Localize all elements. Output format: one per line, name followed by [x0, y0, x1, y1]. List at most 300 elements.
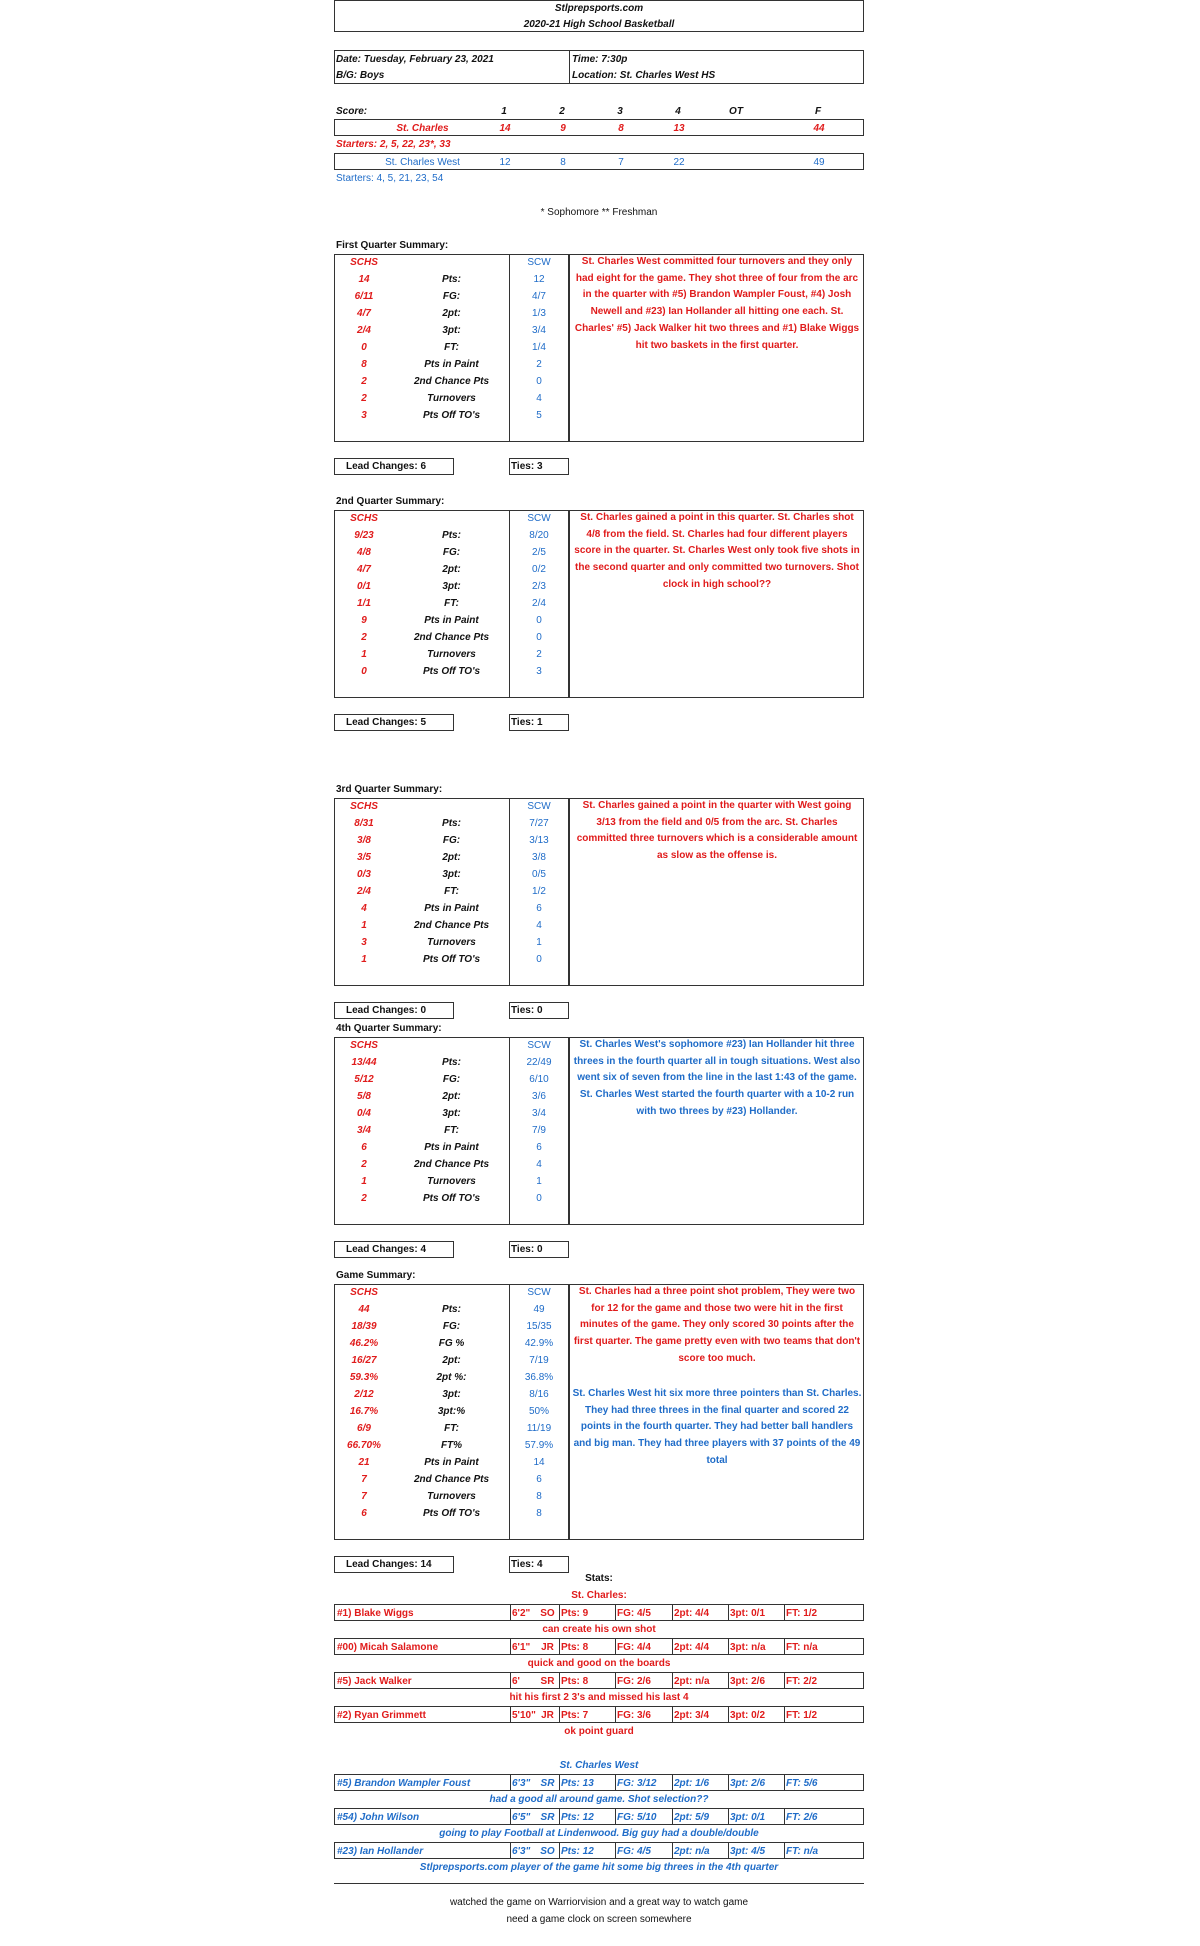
score-cell: 7	[618, 157, 624, 168]
quarter-3-stat-row	[334, 917, 864, 934]
schs-value: 2/12	[354, 1389, 374, 1400]
game-time: Time: 7:30p	[572, 54, 628, 65]
schs-value: 59.3%	[349, 1372, 379, 1383]
player-ht: 6'3"	[512, 1846, 531, 1857]
player-name: #5) Brandon Wampler Foust	[337, 1778, 471, 1789]
quarter-4-stat-row	[334, 1156, 864, 1173]
schs-value: 4/8	[357, 547, 371, 558]
score-cell: 49	[813, 157, 825, 168]
home-starters: Starters: 2, 5, 22, 23*, 33	[336, 139, 451, 150]
scw-value: 0	[536, 954, 542, 965]
scw-value: 7/9	[532, 1125, 546, 1136]
scw-value: 0/2	[532, 564, 546, 575]
cell-divider	[672, 1809, 673, 1824]
stat-label: FT:	[444, 598, 459, 609]
season-title: 2020-21 High School Basketball	[523, 19, 675, 30]
stat-label: FT:	[444, 342, 459, 353]
stat-label: Pts:	[442, 530, 461, 541]
period-label: 3	[617, 106, 623, 117]
schs-value: 2	[361, 376, 367, 387]
quarter-2-stat-row	[334, 612, 864, 629]
quarter-4-commentary: St. Charles West's sophomore #23) Ian Hollander hit three threes in the fourth quarter all in tough situations. West also went six of seven from the line in the last 1:43 of the game. St. Charles West started the fourth quarter with a 10-2 run with two threes by #23) Hollander.	[573, 1039, 861, 1117]
schs-value: 2	[361, 1159, 367, 1170]
game-stat-row	[334, 1488, 864, 1505]
score-cell	[712, 154, 762, 171]
player-fg: FG: 5/10	[617, 1812, 657, 1823]
player-row	[334, 1672, 864, 1689]
player-yr: SO	[540, 1608, 555, 1619]
stat-label: 2pt:	[442, 308, 461, 319]
cell-divider	[559, 1707, 560, 1722]
scw-value: 8/20	[529, 530, 549, 541]
score-cell: 8	[560, 157, 566, 168]
player-name: #23) Ian Hollander	[337, 1846, 424, 1857]
cell-divider	[559, 1843, 560, 1858]
stat-label: 2pt:	[442, 564, 461, 575]
schs-value: 6/9	[357, 1423, 371, 1434]
stat-label: FT:	[444, 1125, 459, 1136]
schs-value: 2	[361, 632, 367, 643]
scw-value: 36.8%	[524, 1372, 554, 1383]
site-title: Stlprepsports.com	[554, 3, 644, 14]
stat-label: FT:	[444, 1423, 459, 1434]
quarter-2-commentary: St. Charles gained a point in this quarter. St. Charles shot 4/8 from the field. St. Charles had four different players score in the quarter. St. Charles West only took five shots in the second quarter and only committed two turnovers. Shot clock in high school??	[574, 512, 860, 590]
cell-divider	[784, 1707, 785, 1722]
schs-value: 6	[361, 1142, 367, 1153]
schs-value: 21	[358, 1457, 370, 1468]
quarter-1-stat-row	[334, 356, 864, 373]
player-p3: 3pt: 2/6	[730, 1676, 766, 1687]
score-cell	[712, 120, 762, 137]
stat-label: FG:	[442, 291, 461, 302]
quarter-2-stat-row	[334, 646, 864, 663]
cell-divider	[559, 1605, 560, 1620]
quarter-2-stat-row	[334, 629, 864, 646]
schs-value: 13/44	[351, 1057, 377, 1068]
schs-value: 2/4	[357, 325, 371, 336]
scw-value: 50%	[528, 1406, 549, 1417]
quarter-3-stat-row	[334, 951, 864, 968]
scw-value: 8/16	[529, 1389, 549, 1400]
schs-value: 8/31	[354, 818, 374, 829]
stat-label: Pts:	[442, 274, 461, 285]
game-commentary: St. Charles had a three point shot problem, They were two for 12 for the game and those two were hit in the first minutes of the game. They only scored 30 points after the first quarter. The game pretty even with two teams that don't score too much.	[573, 1286, 861, 1364]
stat-label: Pts Off TO's	[422, 410, 481, 421]
player-row	[334, 1706, 864, 1723]
cell-divider	[728, 1707, 729, 1722]
scw-value: 22/49	[526, 1057, 552, 1068]
quarter-3-stat-row	[334, 934, 864, 951]
score-cell: 44	[813, 123, 825, 134]
quarter-1-ties: Ties: 3	[511, 461, 543, 472]
cell-divider	[615, 1707, 616, 1722]
cell-divider	[728, 1673, 729, 1688]
schs-value: 16.7%	[349, 1406, 379, 1417]
cell-divider	[672, 1843, 673, 1858]
player-p3: 3pt: 0/1	[730, 1812, 766, 1823]
schs-value: 3	[361, 410, 367, 421]
game-stat-row	[334, 1369, 864, 1386]
score-cell: 8	[618, 123, 624, 134]
player-comment: Stlprepsports.com player of the game hit some big threes in the 4th quarter	[419, 1862, 779, 1873]
cell-divider	[672, 1605, 673, 1620]
stat-label: 3pt:	[442, 1108, 461, 1119]
player-p2: 2pt: 3/4	[674, 1710, 710, 1721]
player-name: #00) Micah Salamone	[337, 1642, 439, 1653]
game-commentary: St. Charles West hit six more three pointers than St. Charles. They had three threes in the final quarter and scored 22 points in the fourth quarter. They had better ball handlers and big man. They had three players with 37 points of the 49 total	[572, 1388, 862, 1466]
schs-value: 6	[361, 1508, 367, 1519]
quarter-4-stat-row	[334, 1122, 864, 1139]
game-title: Game Summary:	[336, 1270, 416, 1281]
player-ht: 6'3"	[512, 1778, 531, 1789]
schs-value: 7	[361, 1474, 367, 1485]
schs-value: 7	[361, 1491, 367, 1502]
stat-label: Turnovers	[427, 393, 476, 404]
stat-label: Pts in Paint	[424, 615, 479, 626]
scw-value: 1/4	[532, 342, 546, 353]
cell-divider	[615, 1639, 616, 1654]
schs-label: SCHS	[350, 1040, 378, 1051]
player-p3: 3pt: 4/5	[730, 1846, 766, 1857]
scw-value: 0/5	[532, 869, 546, 880]
schs-value: 0/1	[357, 581, 371, 592]
stat-label: Pts in Paint	[424, 359, 479, 370]
stat-label: FG:	[442, 1074, 461, 1085]
cell-divider	[510, 1843, 511, 1858]
quarter-3-commentary: St. Charles gained a point in the quarter with West going 3/13 from the field and 0/5 from the arc. St. Charles committed three turnovers which is a considerable amount as slow as the offense is.	[576, 800, 858, 862]
schs-value: 9	[361, 615, 367, 626]
stat-label: Pts in Paint	[424, 1457, 479, 1468]
stat-label: FG %	[438, 1338, 465, 1349]
schs-value: 1	[361, 1176, 367, 1187]
player-p2: 2pt: n/a	[674, 1846, 710, 1857]
cell-divider	[510, 1775, 511, 1790]
schs-value: 44	[358, 1304, 370, 1315]
cell-divider	[784, 1673, 785, 1688]
quarter-3-stat-row	[334, 866, 864, 883]
player-fg: FG: 2/6	[617, 1676, 651, 1687]
player-row	[334, 1604, 864, 1621]
schs-value: 1	[361, 649, 367, 660]
schs-label: SCHS	[350, 513, 378, 524]
cell-divider	[615, 1775, 616, 1790]
player-ht: 6'2"	[512, 1608, 531, 1619]
scw-value: 2/5	[532, 547, 546, 558]
stat-label: 2nd Chance Pts	[413, 920, 490, 931]
footer-line-2: need a game clock on screen somewhere	[506, 1914, 692, 1925]
scw-value: 11/19	[526, 1423, 552, 1434]
score-row-home	[334, 119, 864, 136]
scw-value: 3/4	[532, 325, 546, 336]
cell-divider	[510, 1639, 511, 1654]
cell-divider	[559, 1775, 560, 1790]
player-p3: 3pt: 2/6	[730, 1778, 766, 1789]
scw-value: 4	[536, 1159, 542, 1170]
player-pts: Pts: 12	[561, 1846, 594, 1857]
scw-value: 6/10	[529, 1074, 549, 1085]
cell-divider	[672, 1639, 673, 1654]
quarter-1-stat-row	[334, 407, 864, 424]
player-p2: 2pt: 4/4	[674, 1642, 710, 1653]
stat-label: Turnovers	[427, 937, 476, 948]
player-pts: Pts: 8	[561, 1676, 589, 1687]
scw-label: SCW	[527, 257, 551, 268]
stat-label: Turnovers	[427, 649, 476, 660]
stat-label: FG:	[442, 547, 461, 558]
schs-value: 8	[361, 359, 367, 370]
player-name: #1) Blake Wiggs	[337, 1608, 414, 1619]
scw-label: SCW	[527, 1287, 551, 1298]
schs-value: 3/5	[357, 852, 371, 863]
schs-value: 5/12	[354, 1074, 374, 1085]
quarter-2-ties: Ties: 1	[511, 717, 543, 728]
player-row	[334, 1842, 864, 1859]
schs-value: 66.70%	[347, 1440, 381, 1451]
stat-label: 2nd Chance Pts	[413, 632, 490, 643]
player-yr: SO	[540, 1846, 555, 1857]
player-comment: quick and good on the boards	[527, 1658, 671, 1669]
player-pts: Pts: 8	[561, 1642, 589, 1653]
player-ht: 6'5"	[512, 1812, 531, 1823]
quarter-1-commentary: St. Charles West committed four turnovers and they only had eight for the game. They shot three of four from the arc in the quarter with #5) Brandon Wampler Foust, #4) Josh Newell and #23) Ian Hollander all hitting one each. St. Charles' #5) Jack Walker hit two threes and #1) Blake Wiggs hit two baskets in the first quarter.	[574, 256, 860, 351]
cell-divider	[510, 1605, 511, 1620]
player-ft: FT: n/a	[786, 1642, 818, 1653]
schs-value: 2	[361, 1193, 367, 1204]
stat-label: Pts Off TO's	[422, 666, 481, 677]
quarter-2-lead-changes: Lead Changes: 5	[346, 717, 427, 728]
footer-divider	[334, 1883, 864, 1884]
stat-label: Pts in Paint	[424, 1142, 479, 1153]
cell-divider	[510, 1809, 511, 1824]
schs-value: 1/1	[357, 598, 371, 609]
score-cell: 9	[560, 123, 566, 134]
player-comment: ok point guard	[564, 1726, 634, 1737]
player-comment: hit his first 2 3's and missed his last 4	[509, 1692, 689, 1703]
player-p2: 2pt: 1/6	[674, 1778, 710, 1789]
schs-value: 9/23	[354, 530, 374, 541]
cell-divider	[784, 1843, 785, 1858]
stat-label: 3pt:	[442, 581, 461, 592]
scw-value: 4	[536, 393, 542, 404]
player-fg: FG: 3/12	[617, 1778, 657, 1789]
cell-divider	[728, 1843, 729, 1858]
away-stats-team: St. Charles West	[559, 1760, 639, 1771]
stat-label: Pts in Paint	[424, 903, 479, 914]
player-comment: had a good all around game. Shot selection??	[489, 1794, 709, 1805]
stat-label: 2nd Chance Pts	[413, 1159, 490, 1170]
scw-value: 6	[536, 1474, 542, 1485]
schs-value: 3/4	[357, 1125, 371, 1136]
stat-label: Turnovers	[427, 1176, 476, 1187]
cell-divider	[784, 1605, 785, 1620]
scw-value: 0	[536, 1193, 542, 1204]
scw-value: 5	[536, 410, 542, 421]
stat-label: 2pt:	[442, 1091, 461, 1102]
schs-label: SCHS	[350, 801, 378, 812]
scw-value: 3/6	[532, 1091, 546, 1102]
cell-divider	[728, 1639, 729, 1654]
player-p2: 2pt: 4/4	[674, 1608, 710, 1619]
stat-label: FG:	[442, 1321, 461, 1332]
class-legend: * Sophomore ** Freshman	[540, 207, 658, 218]
player-yr: JR	[541, 1642, 554, 1653]
stat-label: Pts Off TO's	[422, 1193, 481, 1204]
schs-value: 1	[361, 920, 367, 931]
cell-divider	[559, 1809, 560, 1824]
scw-value: 0	[536, 376, 542, 387]
period-label: OT	[729, 106, 743, 117]
footer-line-1: watched the game on Warriorvision and a great way to watch game	[449, 1897, 749, 1908]
player-pts: Pts: 13	[561, 1778, 594, 1789]
quarter-2-title: 2nd Quarter Summary:	[336, 496, 445, 507]
cell-divider	[559, 1639, 560, 1654]
cell-divider	[672, 1673, 673, 1688]
scw-value: 42.9%	[524, 1338, 554, 1349]
scw-value: 7/19	[529, 1355, 549, 1366]
score-cell: 14	[499, 123, 511, 134]
cell-divider	[615, 1809, 616, 1824]
stat-label: 2pt %:	[436, 1372, 467, 1383]
stat-label: 2nd Chance Pts	[413, 376, 490, 387]
stat-label: 2pt:	[442, 1355, 461, 1366]
scw-value: 6	[536, 903, 542, 914]
game-lead-changes: Lead Changes: 14	[346, 1559, 432, 1570]
quarter-4-stat-row	[334, 1173, 864, 1190]
home-team-name: St. Charles	[396, 123, 449, 134]
scw-value: 1/2	[532, 886, 546, 897]
player-p3: 3pt: 0/1	[730, 1608, 766, 1619]
stat-label: Pts Off TO's	[422, 954, 481, 965]
cell-divider	[559, 1673, 560, 1688]
stat-label: 3pt:	[442, 869, 461, 880]
period-label: F	[814, 106, 822, 117]
player-pts: Pts: 12	[561, 1812, 594, 1823]
schs-value: 46.2%	[349, 1338, 379, 1349]
game-location: Location: St. Charles West HS	[572, 70, 716, 81]
game-ties: Ties: 4	[511, 1559, 543, 1570]
scw-value: 57.9%	[524, 1440, 554, 1451]
scw-label: SCW	[527, 801, 551, 812]
schs-value: 0	[361, 666, 367, 677]
stat-label: Turnovers	[427, 1491, 476, 1502]
scw-value: 0	[536, 632, 542, 643]
stat-label: 2nd Chance Pts	[413, 1474, 490, 1485]
schs-value: 2	[361, 393, 367, 404]
scw-value: 2/4	[532, 598, 546, 609]
schs-value: 4/7	[357, 564, 371, 575]
stat-label: 2pt:	[442, 852, 461, 863]
stat-label: Pts:	[442, 1304, 461, 1315]
player-row	[334, 1774, 864, 1791]
stat-label: FT%	[440, 1440, 463, 1451]
quarter-3-lead-changes: Lead Changes: 0	[346, 1005, 427, 1016]
score-row-away	[334, 153, 864, 170]
stats-title: Stats:	[585, 1573, 613, 1584]
schs-value: 6/11	[354, 291, 374, 302]
period-label: 1	[501, 106, 507, 117]
cell-divider	[728, 1605, 729, 1620]
period-label: 4	[675, 106, 681, 117]
cell-divider	[784, 1809, 785, 1824]
cell-divider	[728, 1809, 729, 1824]
scw-value: 3/4	[532, 1108, 546, 1119]
player-ht: 6'	[512, 1676, 520, 1687]
schs-value: 2/4	[357, 886, 371, 897]
quarter-4-title: 4th Quarter Summary:	[336, 1023, 442, 1034]
scw-value: 2	[536, 359, 542, 370]
schs-value: 4	[361, 903, 367, 914]
schs-value: 16/27	[351, 1355, 377, 1366]
player-ft: FT: 1/2	[786, 1710, 818, 1721]
cell-divider	[510, 1707, 511, 1722]
quarter-1-stat-row	[334, 390, 864, 407]
player-name: #5) Jack Walker	[337, 1676, 412, 1687]
player-fg: FG: 3/6	[617, 1710, 651, 1721]
player-yr: SR	[540, 1676, 555, 1687]
player-name: #54) John Wilson	[337, 1812, 420, 1823]
scw-value: 12	[533, 274, 545, 285]
player-fg: FG: 4/5	[617, 1608, 651, 1619]
player-yr: JR	[541, 1710, 554, 1721]
schs-value: 5/8	[357, 1091, 371, 1102]
score-label: Score:	[336, 106, 368, 117]
schs-value: 4/7	[357, 308, 371, 319]
cell-divider	[672, 1775, 673, 1790]
scw-value: 6	[536, 1142, 542, 1153]
schs-value: 3	[361, 937, 367, 948]
player-pts: Pts: 7	[561, 1710, 589, 1721]
schs-value: 0	[361, 342, 367, 353]
cell-divider	[615, 1843, 616, 1858]
scw-value: 4/7	[532, 291, 546, 302]
schs-label: SCHS	[350, 257, 378, 268]
player-ft: FT: 2/6	[786, 1812, 818, 1823]
stat-label: FG:	[442, 835, 461, 846]
scw-value: 7/27	[529, 818, 549, 829]
player-p3: 3pt: n/a	[730, 1642, 766, 1653]
stat-label: 3pt:	[442, 325, 461, 336]
score-cell: 22	[673, 157, 685, 168]
score-cell: 12	[499, 157, 511, 168]
quarter-3-stat-row	[334, 900, 864, 917]
quarter-3-ties: Ties: 0	[511, 1005, 543, 1016]
scw-value: 49	[533, 1304, 545, 1315]
quarter-4-stat-row	[334, 1139, 864, 1156]
player-yr: SR	[540, 1812, 555, 1823]
player-name: #2) Ryan Grimmett	[337, 1710, 426, 1721]
player-row	[334, 1638, 864, 1655]
cell-divider	[615, 1673, 616, 1688]
scw-value: 3/8	[532, 852, 546, 863]
quarter-4-lead-changes: Lead Changes: 4	[346, 1244, 427, 1255]
cell-divider	[728, 1775, 729, 1790]
player-ft: FT: 2/2	[786, 1676, 818, 1687]
player-comment: going to play Football at Lindenwood. Big guy had a double/double	[439, 1828, 759, 1839]
scw-value: 3	[536, 666, 542, 677]
home-stats-team: St. Charles:	[571, 1590, 627, 1601]
scw-value: 1	[536, 1176, 542, 1187]
cell-divider	[615, 1605, 616, 1620]
quarter-4-ties: Ties: 0	[511, 1244, 543, 1255]
quarter-3-stat-row	[334, 883, 864, 900]
stat-label: Pts:	[442, 818, 461, 829]
player-ft: FT: n/a	[786, 1846, 819, 1857]
cell-divider	[510, 1673, 511, 1688]
player-ht: 5'10"	[512, 1710, 536, 1721]
game-stat-row	[334, 1471, 864, 1488]
player-ht: 6'1"	[512, 1642, 531, 1653]
scw-value: 15/35	[526, 1321, 552, 1332]
